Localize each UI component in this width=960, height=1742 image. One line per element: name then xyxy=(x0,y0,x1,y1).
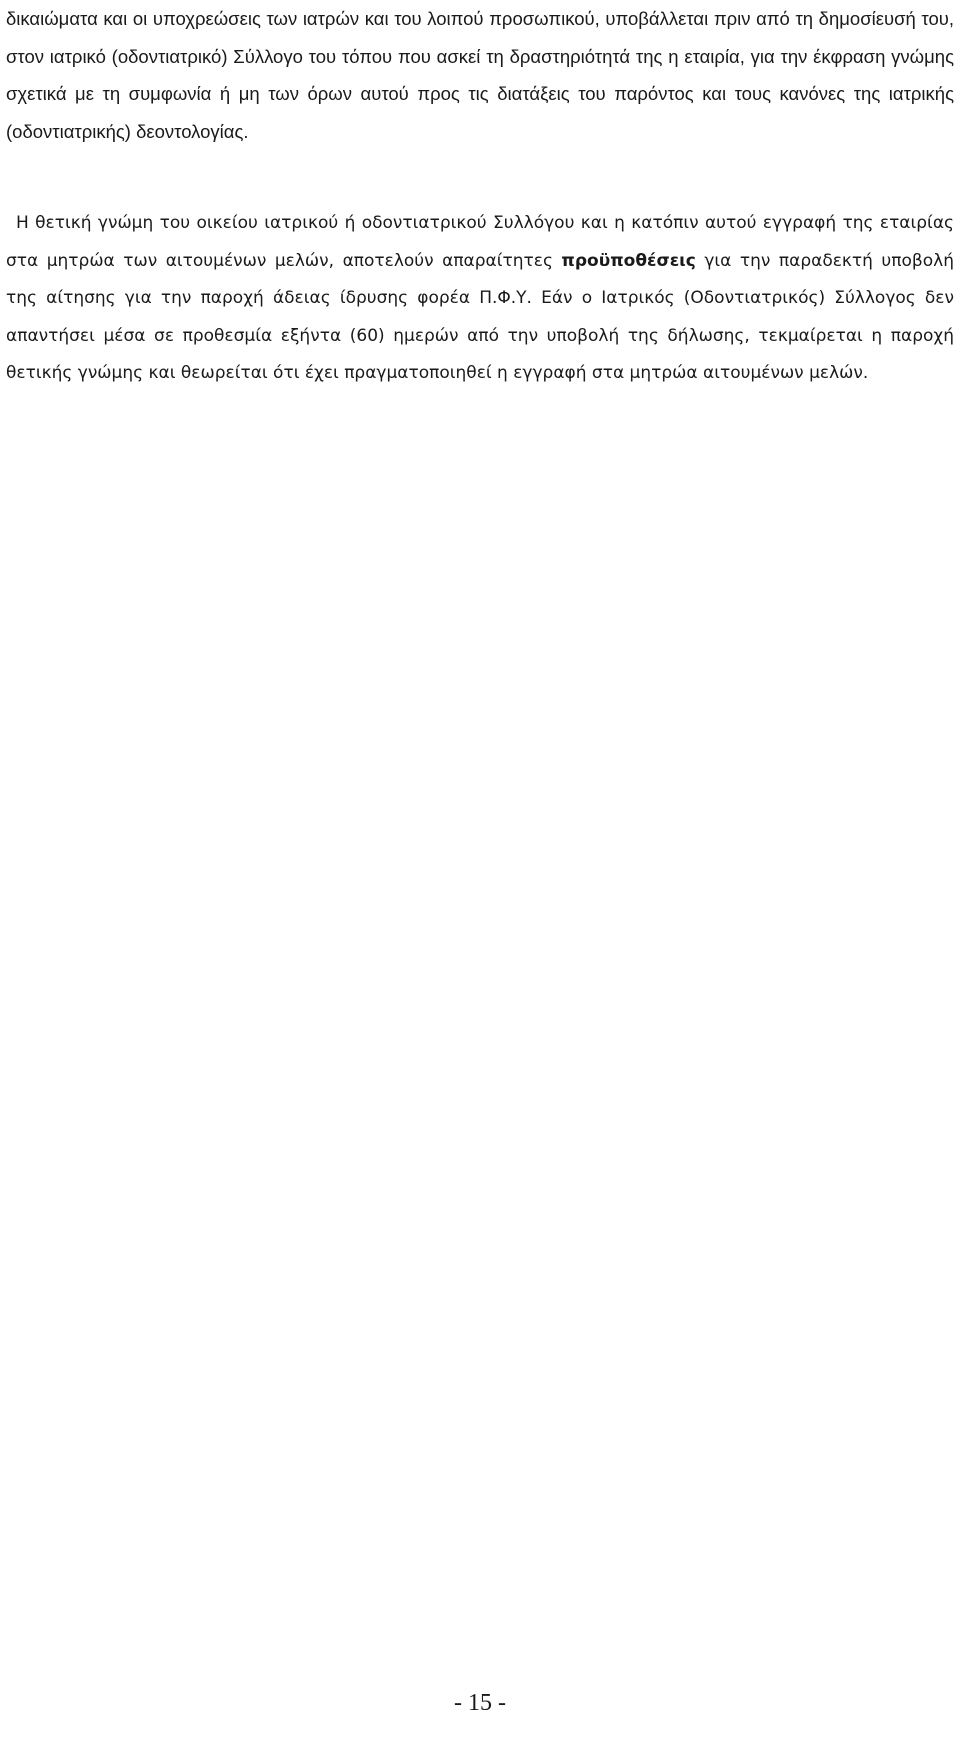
opinion-text-1: Η θετική γνώμη του οικείου ιατρικού ή οδοντιατρικού Συλλόγου και η κατόπιν αυτού εγγραφή της εταιρίας στα μητρώα των αιτουμένων μελών, αποτελούν απαραίτητες xyxy=(6,213,954,271)
page-number: - 15 - xyxy=(454,1690,506,1716)
paragraph-intro: δικαιώματα και οι υποχρεώσεις των ιατρών και του λοιπού προσωπικού, υποβάλλεται πριν από τη δημοσίευσή του, στον ιατρικό (οδοντιατρικό) Σύλλογο του τόπου που ασκεί τη δραστηριότητά της η εταιρία, για την έκφραση γνώμης σχετικά με τη συμφωνία ή μη των όρων αυτού προς τις διατάξεις του παρόντος και τους κανόνες της ιατρικής (οδοντιατρικής) δεοντολογίας. xyxy=(6,8,954,142)
opinion-bold-term: προϋποθέσεις xyxy=(561,250,696,271)
opinion-text-2: για την παραδεκτή υποβολή της αίτησης για την παροχή άδειας ίδρυσης φορέα Π.Φ.Υ. Εάν ο Ιατρικός (Οδοντιατρικός) Σύλλογος δεν απαντήσει μέσα σε προθεσμία εξήντα (60) ημερών από την υποβολή της δήλωσης, τεκμαίρεται η παροχή θετικής γνώμης και θεωρείται ότι έχει πραγματοποιηθεί η εγγραφή στα μητρώα αιτουμένων μελών. xyxy=(6,250,954,384)
paragraph-opinion xyxy=(6,205,954,393)
